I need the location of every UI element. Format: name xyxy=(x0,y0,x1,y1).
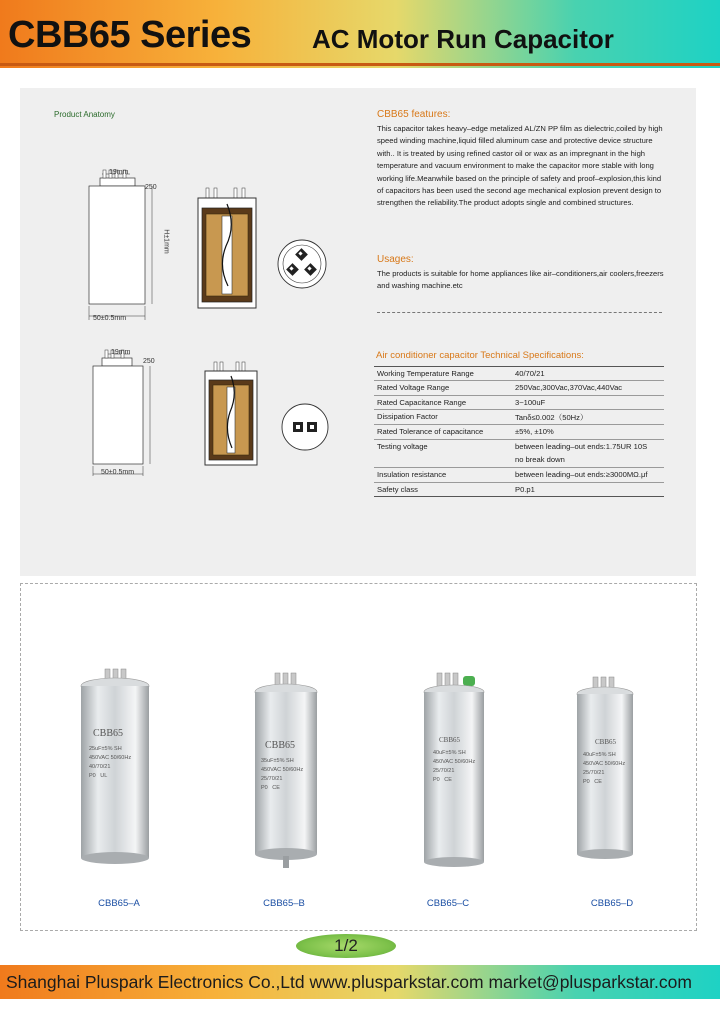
capacitor-top-view-2 xyxy=(280,402,330,452)
dim-width-top-2: 19mm xyxy=(111,349,131,356)
header-rule xyxy=(0,63,720,66)
table-row xyxy=(374,453,664,467)
capacitor-photo-b xyxy=(249,670,323,870)
page-number: 1/2 xyxy=(296,934,396,958)
series-title: CBB65 Series xyxy=(8,14,252,56)
dim-height: H±1mm xyxy=(162,229,170,254)
cap-d-spec1: 40uF±5% SH xyxy=(583,752,616,758)
spec-title: Air conditioner capacitor Technical Specifications: xyxy=(376,350,584,361)
table-row xyxy=(374,468,664,482)
products-panel xyxy=(20,583,697,931)
page-footer xyxy=(0,965,720,999)
dim-diameter-2: 50±0.5mm xyxy=(101,469,135,476)
cap-d-brand: CBB65 xyxy=(595,738,617,746)
cap-a-label: CBB65–A xyxy=(98,898,140,909)
spec-table xyxy=(374,366,664,497)
cap-a-spec2: 450VAC 50/60Hz xyxy=(89,755,132,761)
cap-c-spec3: 25/70/21 xyxy=(433,768,455,774)
dotted-divider xyxy=(377,312,662,313)
spec-value: 250Vac,300Vac,370Vac,440Vac xyxy=(515,383,623,393)
spec-value: 3~100uF xyxy=(515,397,546,407)
cap-b-spec2: 450VAC 50/60Hz xyxy=(261,767,304,773)
cap-c-spec2: 450VAC 50/60Hz xyxy=(433,759,476,765)
dim-width-top-1: 19mm xyxy=(109,169,129,176)
capacitor-outline-drawing-2 xyxy=(80,346,180,476)
cap-d-spec2: 450VAC 50/60Hz xyxy=(583,761,626,767)
spec-key: Insulation resistance xyxy=(377,470,447,480)
dim-diameter-1: 50±0.5mm xyxy=(93,315,127,322)
cap-a-brand: CBB65 xyxy=(93,728,124,739)
cap-b-spec1: 35uF±5% SH xyxy=(261,758,294,764)
usages-title: Usages: xyxy=(377,254,414,265)
spec-key: Working Temperature Range xyxy=(377,369,474,378)
spec-value: Tanδ≤0.002（50Hz） xyxy=(515,413,588,423)
footer-text: Shanghai Pluspark Electronics Co.,Ltd www.plusparkstar.com market@plusparkstar.com xyxy=(6,972,692,992)
cap-b-label: CBB65–B xyxy=(263,898,305,909)
header-subtitle: AC Motor Run Capacitor xyxy=(312,24,614,54)
table-row xyxy=(374,367,664,381)
capacitor-photo-a xyxy=(75,666,155,866)
cap-b-spec3: 25/70/21 xyxy=(261,776,283,782)
capacitor-photo-d xyxy=(573,674,637,864)
cap-c-spec1: 40uF±5% SH xyxy=(433,750,466,756)
cap-b-brand: CBB65 xyxy=(265,740,296,751)
capacitor-section-drawing-1 xyxy=(192,186,262,316)
spec-key: Safety class xyxy=(377,484,418,494)
spec-key: Testing voltage xyxy=(377,441,428,451)
spec-value: P0.p1 xyxy=(515,484,535,494)
spec-value: 40/70/21 xyxy=(515,369,545,378)
dim-terminal-1: 250 xyxy=(145,184,157,191)
cap-d-label: CBB65–D xyxy=(590,898,634,909)
cap-a-spec3: 40/70/21 xyxy=(89,764,111,770)
cap-d-spec4: P0 CE xyxy=(583,779,602,785)
cap-a-spec1: 25uF±5% SH xyxy=(89,746,122,752)
cap-a-spec4: P0 UL xyxy=(89,773,108,779)
spec-value: between leading–out ends:1.75UR 10S xyxy=(515,441,648,451)
spec-key: Rated Capacitance Range xyxy=(377,397,467,407)
table-row xyxy=(374,482,664,496)
spec-key: Rated Tolerance of capacitance xyxy=(377,427,484,437)
table-row xyxy=(374,381,664,395)
cap-b-spec4: P0 CE xyxy=(261,785,280,791)
spec-value: no break down xyxy=(515,455,565,465)
spec-value: ±5%, ±10% xyxy=(515,427,554,437)
capacitor-photo-c xyxy=(419,670,489,870)
spec-key xyxy=(374,453,512,467)
anatomy-title: Product Anatomy xyxy=(54,110,115,119)
capacitor-top-view-1 xyxy=(276,238,328,290)
usages-text: The products is suitable for home appliances like air–conditioners,air coolers,freezers and washing machine.etc xyxy=(377,269,664,291)
spec-key: Dissipation Factor xyxy=(377,412,438,422)
features-title: CBB65 features: xyxy=(377,109,451,120)
dim-terminal-2: 250 xyxy=(143,358,155,365)
page-header xyxy=(0,0,720,68)
table-row xyxy=(374,439,664,453)
cap-c-brand: CBB65 xyxy=(439,736,461,744)
table-row xyxy=(374,425,664,439)
cap-c-label: CBB65–C xyxy=(426,898,470,909)
features-text: This capacitor takes heavy–edge metalized AL/ZN PP film as dielectric,coiled by high speed winding machine,liquid filled aluminum case and protective device structure with.. It is treated by using refined castor oil or wax as an impregnant in the high temperature and vacuum environment to make the capacitor more stable with long working life.Meanwhile based on the principle of safety and proof–explosion,this kind of capacitors has been used the second age mechanical explosion prevent design to strengthen the reliability.The product adopts single and combined structures. xyxy=(377,124,663,208)
cap-c-spec4: P0 CE xyxy=(433,777,452,783)
spec-value: between leading–out ends:≥3000MΩ.μf xyxy=(515,470,648,480)
cap-d-spec3: 25/70/21 xyxy=(583,770,605,776)
capacitor-section-drawing-2 xyxy=(200,360,262,470)
table-row xyxy=(374,410,664,425)
table-row xyxy=(374,395,664,409)
anatomy-panel xyxy=(20,88,696,576)
spec-key: Rated Voltage Range xyxy=(377,383,450,393)
